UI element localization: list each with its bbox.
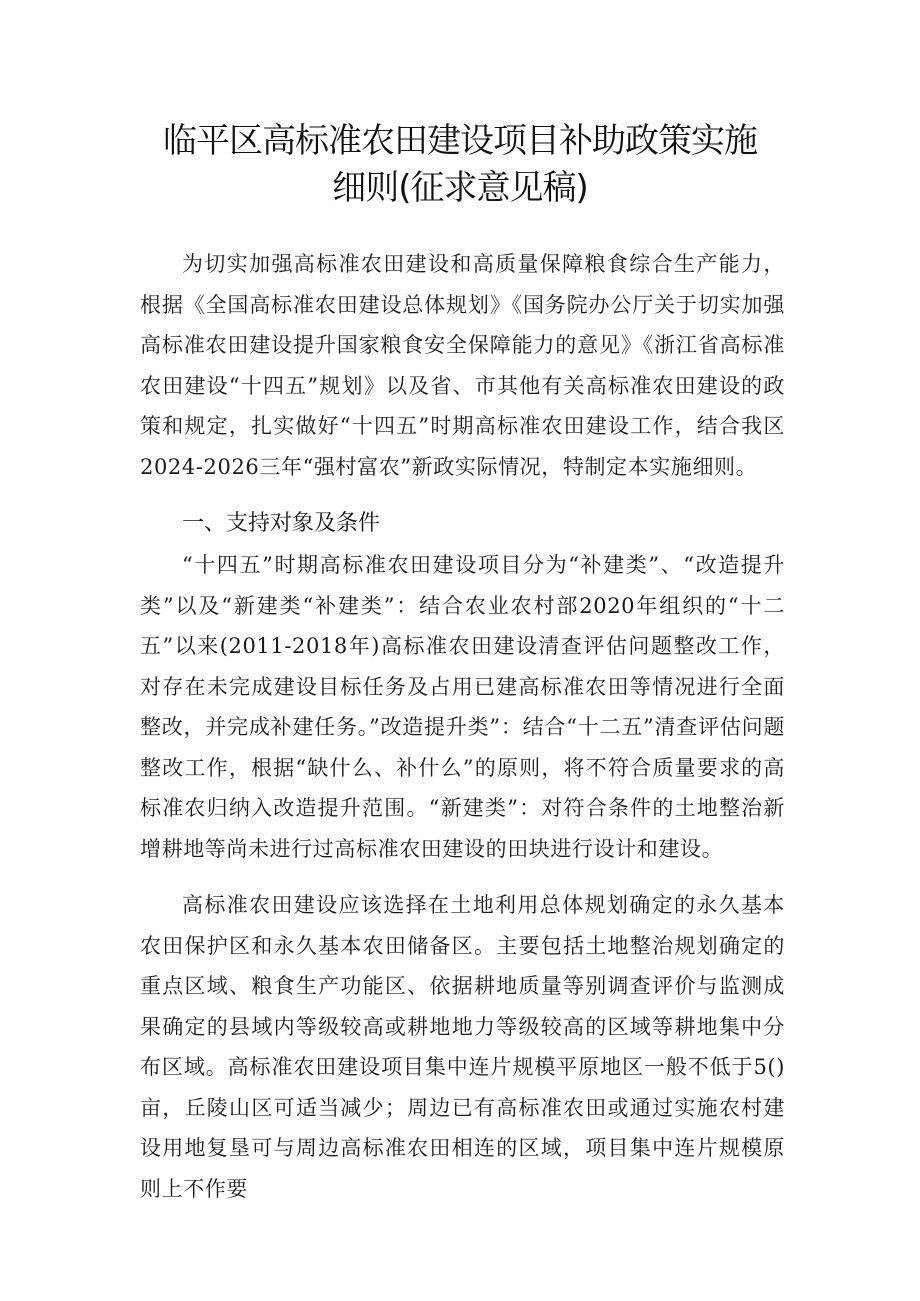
document-title-line-2: 细则(征求意见稿) xyxy=(332,168,588,208)
section1-paragraph-site-selection: 高标准农田建设应该选择在土地利用总体规划确定的永久基本农田保护区和永久基本农田储备区。主要包括土地整治规划确定的重点区域、粮食生产功能区、依据耕地质量等别调查评价与监测成果确定的县域内等级较高或耕地地力等级较高的区域等耕地集中分布区域。高标准农田建设项目集中连片规模平原地区一般不低于5()亩，丘陵山区可适当减少；周边已有高标准农田或通过实施农村建设用地复垦可与周边高标准农田相连的区域，项目集中连片规模原则上不作要 xyxy=(140,893,785,1201)
intro-paragraph: 为切实加强高标准农田建设和高质量保障粮食综合生产能力，根据《全国高标准农田建设总体规划》《国务院办公厅关于切实加强高标准农田建设提升国家粮食安全保障能力的意见》《浙江省高标准农田建设“十四五”规划》以及省、市其他有关高标准农田建设的政策和规定，扎实做好“十四五”时期高标准农田建设工作，结合我区2024-2026三年“强村富农”新政实际情况，特制定本实施细则。 xyxy=(140,252,785,479)
section-heading-support-objects: 一、支持对象及条件 xyxy=(182,511,381,536)
document-title-line-1: 临平区高标准农田建设项目补助政策实施 xyxy=(163,121,757,161)
section1-paragraph-project-types: “十四五”时期高标准农田建设项目分为“补建类”、“改造提升类”以及“新建类“补建类”：结合农业农村部2020年组织的“十二五”以来(2011-2018年)高标准农田建设清查评估问题整改工作，对存在未完成建设目标任务及占用已建高标准农田等情况进行全面整改，并完成补建任务。”改造提升类”：结合“十二五”清查评估问题整改工作，根据“缺什么、补什么”的原则，将不符合质量要求的高标准农归纳入改造提升范围。“新建类”：对符合条件的土地整治新增耕地等尚未进行过高标准农田建设的田块进行设计和建设。 xyxy=(140,553,785,861)
